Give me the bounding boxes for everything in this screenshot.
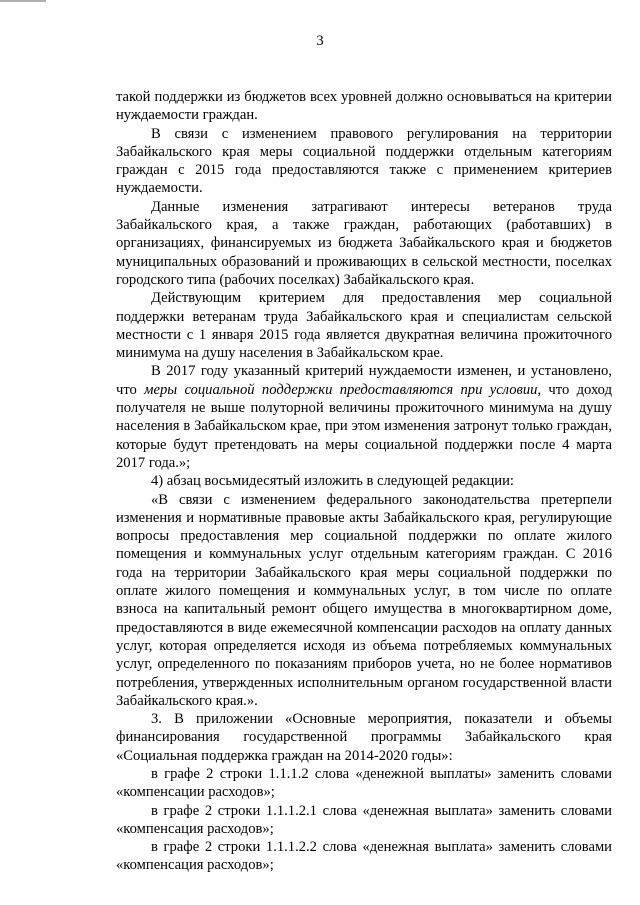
- paragraph-current-criterion: Действующим критерием для предоставления мер социальной поддержки ветеранам труда Забайкальского края и специалистам сельской местности с 1 января 2015 года является двукратная величина прожиточного минимума на душу населения в Забайкальском крае.: [116, 290, 612, 362]
- paragraph-2017-change: В 2017 году указанный критерий нуждаемости изменен, и установлено, что меры социальной поддержки предоставляются при условии, что доход получателя не выше полуторной величины прожиточного минимума на душу населения в Забайкальском крае, при этом изменения затронут только граждан, которые будут претендовать на меры социальной поддержки после 4 марта 2017 года.»;: [116, 363, 612, 471]
- paragraph-amendment-4: 4) абзац восьмидесятый изложить в следующей редакции:: [151, 473, 514, 490]
- emphasized-phrase: меры социальной поддержки предоставляются при условии: [144, 381, 538, 398]
- paragraph-row-1-1-1-2-2: в графе 2 строки 1.1.1.2.2 слова «денежная выплата» заменить словами «компенсация расходов»;: [116, 839, 612, 874]
- paragraph-row-1-1-1-2-1: в графе 2 строки 1.1.1.2.1 слова «денежная выплата» заменить словами «компенсация расходов»;: [116, 802, 612, 837]
- paragraph-regulation-change: В связи с изменением правового регулирования на территории Забайкальского края меры социальной поддержки отдельным категориям граждан с 2015 года предоставляются также с применением критериев нуждаемости.: [116, 125, 612, 197]
- page-number: 3: [316, 33, 324, 49]
- paragraph-row-1-1-1-2: в графе 2 строки 1.1.1.2 слова «денежной выплаты» заменить словами «компенсации расходов»;: [116, 765, 612, 801]
- paragraph-continuation: такой поддержки из бюджетов всех уровней должно основываться на критерии нуждаемости граждан.: [116, 89, 612, 124]
- paragraph-new-wording: «В связи с изменением федерального законодательства претерпели изменения и нормативные правовые акты Забайкальского края, регулирующие вопросы предоставления мер социальной поддержки по оплате жилого помещения и коммунальных услуг отдельным категориям граждан. С 2016 года на территории Забайкальского края меры социальной поддержки по оплате жилого помещения и коммунальных услуг, в том числе по оплате взноса на капитальный ремонт общего имущества в многоквартирном доме, предоставляются в виде ежемесячной компенсации расходов на оплату данных услуг, которая определяется исходя из объема потребляемых коммунальных услуг, определенного по показаниям приборов учета, но не более нормативов потребления, утвержденных исполнительным органом государственной власти Забайкальского края.».: [116, 491, 612, 709]
- paragraph-appendix-3: 3. В приложении «Основные мероприятия, показатели и объемы финансирования государственной программы Забайкальского края «Социальная поддержка граждан на 2014-2020 годы»:: [116, 711, 612, 764]
- paragraph-affected-groups: Данные изменения затрагивают интересы ветеранов труда Забайкальского края, а также граждан, работающих (работавших) в организациях, финансируемых из бюджета Забайкальского края и бюджетов муниципальных образований и проживающих в сельской местности, поселках городского типа (рабочих поселках) Забайкальского края.: [116, 198, 612, 288]
- scan-corner-mark: [0, 0, 46, 2]
- document-body: [116, 88, 612, 875]
